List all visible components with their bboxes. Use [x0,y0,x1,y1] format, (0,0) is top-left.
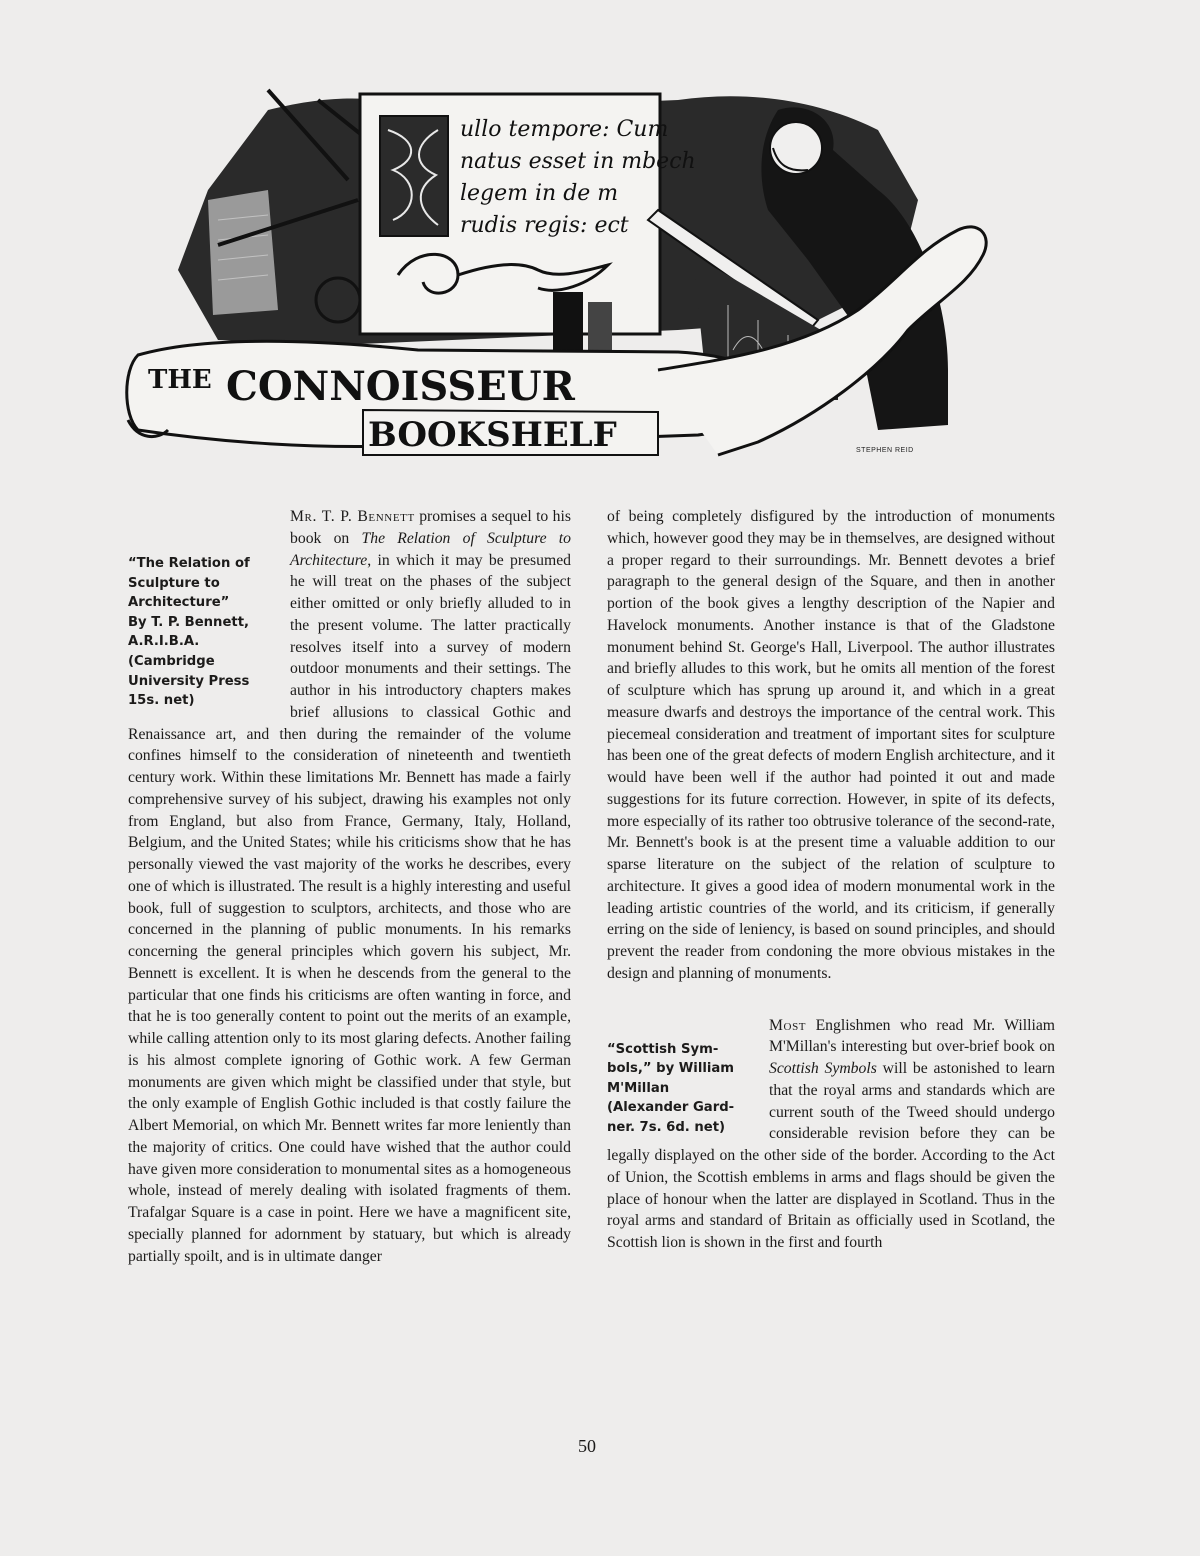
body-text: , in which it may be presumed he will treat on the phases of the subject either omitted or only briefly alluded to in the present volume. The latter practically resolves itself into a survey of modern outdoor monuments and their settings. The author in his introductory chapters makes brief allusions to classical Gothic and Renaissance art, and then during the remainder of the volume confines himself to the consideration of nineteenth and twentieth century work. Within these limitations Mr. Bennett has made a fairly comprehensive survey of his subject, drawing his examples not only from England, but also from France, Germany, Italy, Holland, Belgium, and the United States; while his criticisms show that he has personally viewed the vast majority of the works he describes, every one of which is illustrated. The result is a highly interesting and useful book, full of suggestion to sculptors, architects, and those who are concerned in the planning of public monuments. In his remarks concerning the general principles which govern his subject, Mr. Bennett is excellent. It is when he descends from the general to the particular that one finds his criticisms are often wanting in force, and that he is too generally content to point out the merits of an example, while calling attention only to its most glaring defects. Another failing is his almost complete ignoring of Gothic work. A few German monuments are given which might be classified under that style, but the only example of English Gothic included is that costly failure the Albert Memorial, on which Mr. Bennett writes far more leniently than the majority of critics. One could have wished that the author could have given more consideration to monumental sites as a homogeneous whole, instead of merely dealing with isolated fragments of them. Trafalgar Square is a case in point. Here we have a magnificent site, specially planned for adornment by statuary, but which is already partially spoilt, and is in ultimate danger [128,551,571,1265]
opening-name: Mr. T. P. Bennett [290,508,415,525]
article-bennett-continued: of being completely disfigured by the introduction of monuments which, however good they may be in themselves, are designed without a proper regard to their surroundings. Mr. Bennett devotes a brief paragraph to the general design of the Square, and then in another portion of the book gives a lengthy description of the Napier and Havelock monuments. Another instance is that of the Gladstone monument behind St. George's Hall, Liverpool. The author illustrates and briefly alludes to this work, but he omits all mention of the forest of sculpture which has sprung up around it, and which in a great measure dwarfs and destroys the importance of the central work. This piecemeal consideration and treatment of important sites for sculpture has been one of the great defects of modern English architecture, and it would have been well if the author had pointed it out and made suggestions for its future correction. However, in spite of its defects, more especially of its rather too obtrusive tolerance of the second-rate, Mr. Bennett's book is at the present time a valuable addition to our sparse literature on the subject of the relation of sculpture to architecture. It gives a good idea of modern monumental work in the leading artistic countries of the world, and its criticism, if generally erring on the side of leniency, is based on sound principles, and should prevent the reader from condoning the more obvious mistakes in the design and planning of monuments. [607,508,1055,982]
sidenote-bennett-book: “The Relation of Sculpture to Architecture” By T. P. Bennett, A.R.I.B.A. (Cambridge University Press 15s. net) [128,556,250,709]
article-mmillan [607,1015,1055,1254]
book-title: The Relation of Sculpture to Architecture [290,529,571,569]
column-left [128,506,571,1267]
artist-signature: STEPHEN REID [856,447,914,454]
book-title: Scottish Symbols [769,1060,877,1077]
body-text: Englishmen who read Mr. William M'Millan's interesting but over-brief book on [769,1016,1055,1056]
page-number: 50 [578,1436,596,1456]
body-text: will be astonished to learn that the royal arms and standards which are current south of the Tweed should undergo considerable revision before they can be legally displayed on the other side of the border. According to the Act of Union, the Scottish emblems in arms and flags should be given the place of honour when the latter are displayed in Scotland. Thus in the royal arms and standard of Britain as officially used in Scotland, the Scottish lion is shown in the first and fourth [607,1060,1055,1251]
scribe-illustration [118,70,998,480]
title-the: THE [148,365,212,395]
manuscript-line: natus esset in mbech [460,149,696,174]
manuscript-line: rudis regis: ect [460,213,629,238]
body-text: promises a sequel to his book on [290,508,571,547]
article-bennett [128,506,571,1267]
sidenote-scottish-symbols: “Scottish Sym- bols,” by William M'Millan (Alexander Gard- ner. 7s. 6d. net) [607,1041,735,1135]
column-right [607,506,1055,1254]
opening-word: Most [769,1016,807,1034]
manuscript-line: ullo tempore: Cum [460,117,669,142]
header-illustration [118,70,998,480]
illuminated-initial [380,116,448,236]
title-connoisseur: CONNOISSEUR [226,363,575,410]
manuscript-line: legem in de m [460,181,619,206]
title-bookshelf: BOOKSHELF [368,415,617,455]
